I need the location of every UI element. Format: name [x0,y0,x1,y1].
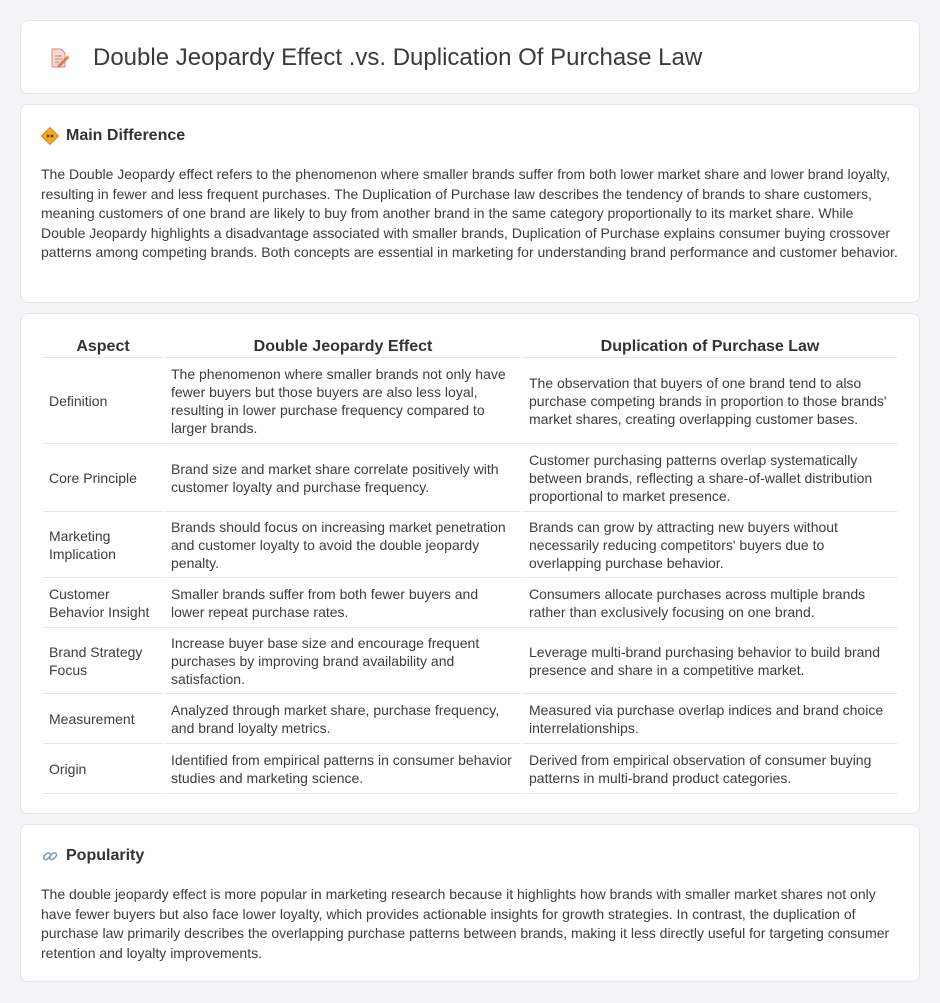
table-row [43,444,897,512]
row-aspect: Measurement [43,694,163,744]
table-row [43,512,897,578]
row-aspect: Marketing Implication [43,512,163,578]
popularity-text: The double jeopardy effect is more popular in marketing research because it highlights how brands with smaller market shares not only have fewer buyers but also face lower loyalty, which provides actionable insights for growth strategies. In contrast, the duplication of purchase law primarily describes the overlapping purchase patterns between brands, making it less directly useful for targeting consumer retention and loyalty improvements. [41,886,890,961]
main-difference-card [20,104,920,303]
main-difference-text: The Double Jeopardy effect refers to the phenomenon where smaller brands suffer from both lower market share and lower brand loyalty, resulting in fewer and less frequent purchases. The Duplication of Purchase law describes the tendency of brands to share customers, meaning customers of one brand are likely to buy from another brand in the same category proportionally to its market share. While Double Jeopardy highlights a disadvantage associated with smaller brands, Duplication of Purchase explains consumer buying crossover patterns among competing brands. Both concepts are essential in marketing for understanding brand performance and customer behavior. [41,166,898,260]
popularity-header [41,847,144,865]
page-title: Double Jeopardy Effect .vs. Duplication Of Purchase Law [93,44,703,71]
row-duplication: Derived from empirical observation of consumer buying patterns in multi-brand product categories. [523,744,897,794]
row-aspect: Core Principle [43,444,163,512]
pencil-document-icon [47,46,71,70]
row-double-jeopardy: Brand size and market share correlate positively with customer loyalty and purchase frequency. [165,444,521,512]
column-header-double-jeopardy: Double Jeopardy Effect [165,334,521,358]
header-card [20,20,920,94]
diamond-sign-icon [41,127,59,145]
link-icon [41,847,59,865]
main-difference-header [41,127,185,145]
column-header-aspect: Aspect [43,334,163,358]
table-row [43,358,897,444]
popularity-heading: Popularity [66,847,145,864]
row-duplication: The observation that buyers of one brand tend to also purchase competing brands in proportion to those brands' market shares, creating overlapping customer bases. [523,358,897,444]
row-duplication: Consumers allocate purchases across multiple brands rather than exclusively focusing on one brand. [523,578,897,628]
table-header-row [43,334,897,358]
table-row [43,694,897,744]
row-duplication: Customer purchasing patterns overlap systematically between brands, reflecting a share-of-wallet distribution proportional to market presence. [523,444,897,512]
row-aspect: Definition [43,358,163,444]
row-duplication: Leverage multi-brand purchasing behavior to build brand presence and share in a competitive market. [523,628,897,694]
row-double-jeopardy: Increase buyer base size and encourage frequent purchases by improving brand availability and satisfaction. [165,628,521,694]
row-double-jeopardy: Smaller brands suffer from both fewer buyers and lower repeat purchase rates. [165,578,521,628]
row-duplication: Brands can grow by attracting new buyers without necessarily reducing competitors' buyers due to overlapping purchase behavior. [523,512,897,578]
comparison-table [41,334,899,794]
row-double-jeopardy: Brands should focus on increasing market penetration and customer loyalty to avoid the double jeopardy penalty. [165,512,521,578]
popularity-card [20,824,920,982]
table-row [43,628,897,694]
row-aspect: Customer Behavior Insight [43,578,163,628]
row-aspect: Origin [43,744,163,794]
row-double-jeopardy: Analyzed through market share, purchase frequency, and brand loyalty metrics. [165,694,521,744]
row-duplication: Measured via purchase overlap indices and brand choice interrelationships. [523,694,897,744]
row-double-jeopardy: Identified from empirical patterns in consumer behavior studies and marketing science. [165,744,521,794]
table-row [43,744,897,794]
main-difference-heading: Main Difference [66,127,186,144]
row-aspect: Brand Strategy Focus [43,628,163,694]
comparison-table-card [20,313,920,814]
table-row [43,578,897,628]
column-header-duplication: Duplication of Purchase Law [523,334,897,358]
row-double-jeopardy: The phenomenon where smaller brands not only have fewer buyers but those buyers are also less loyal, resulting in lower purchase frequency compared to larger brands. [165,358,521,444]
